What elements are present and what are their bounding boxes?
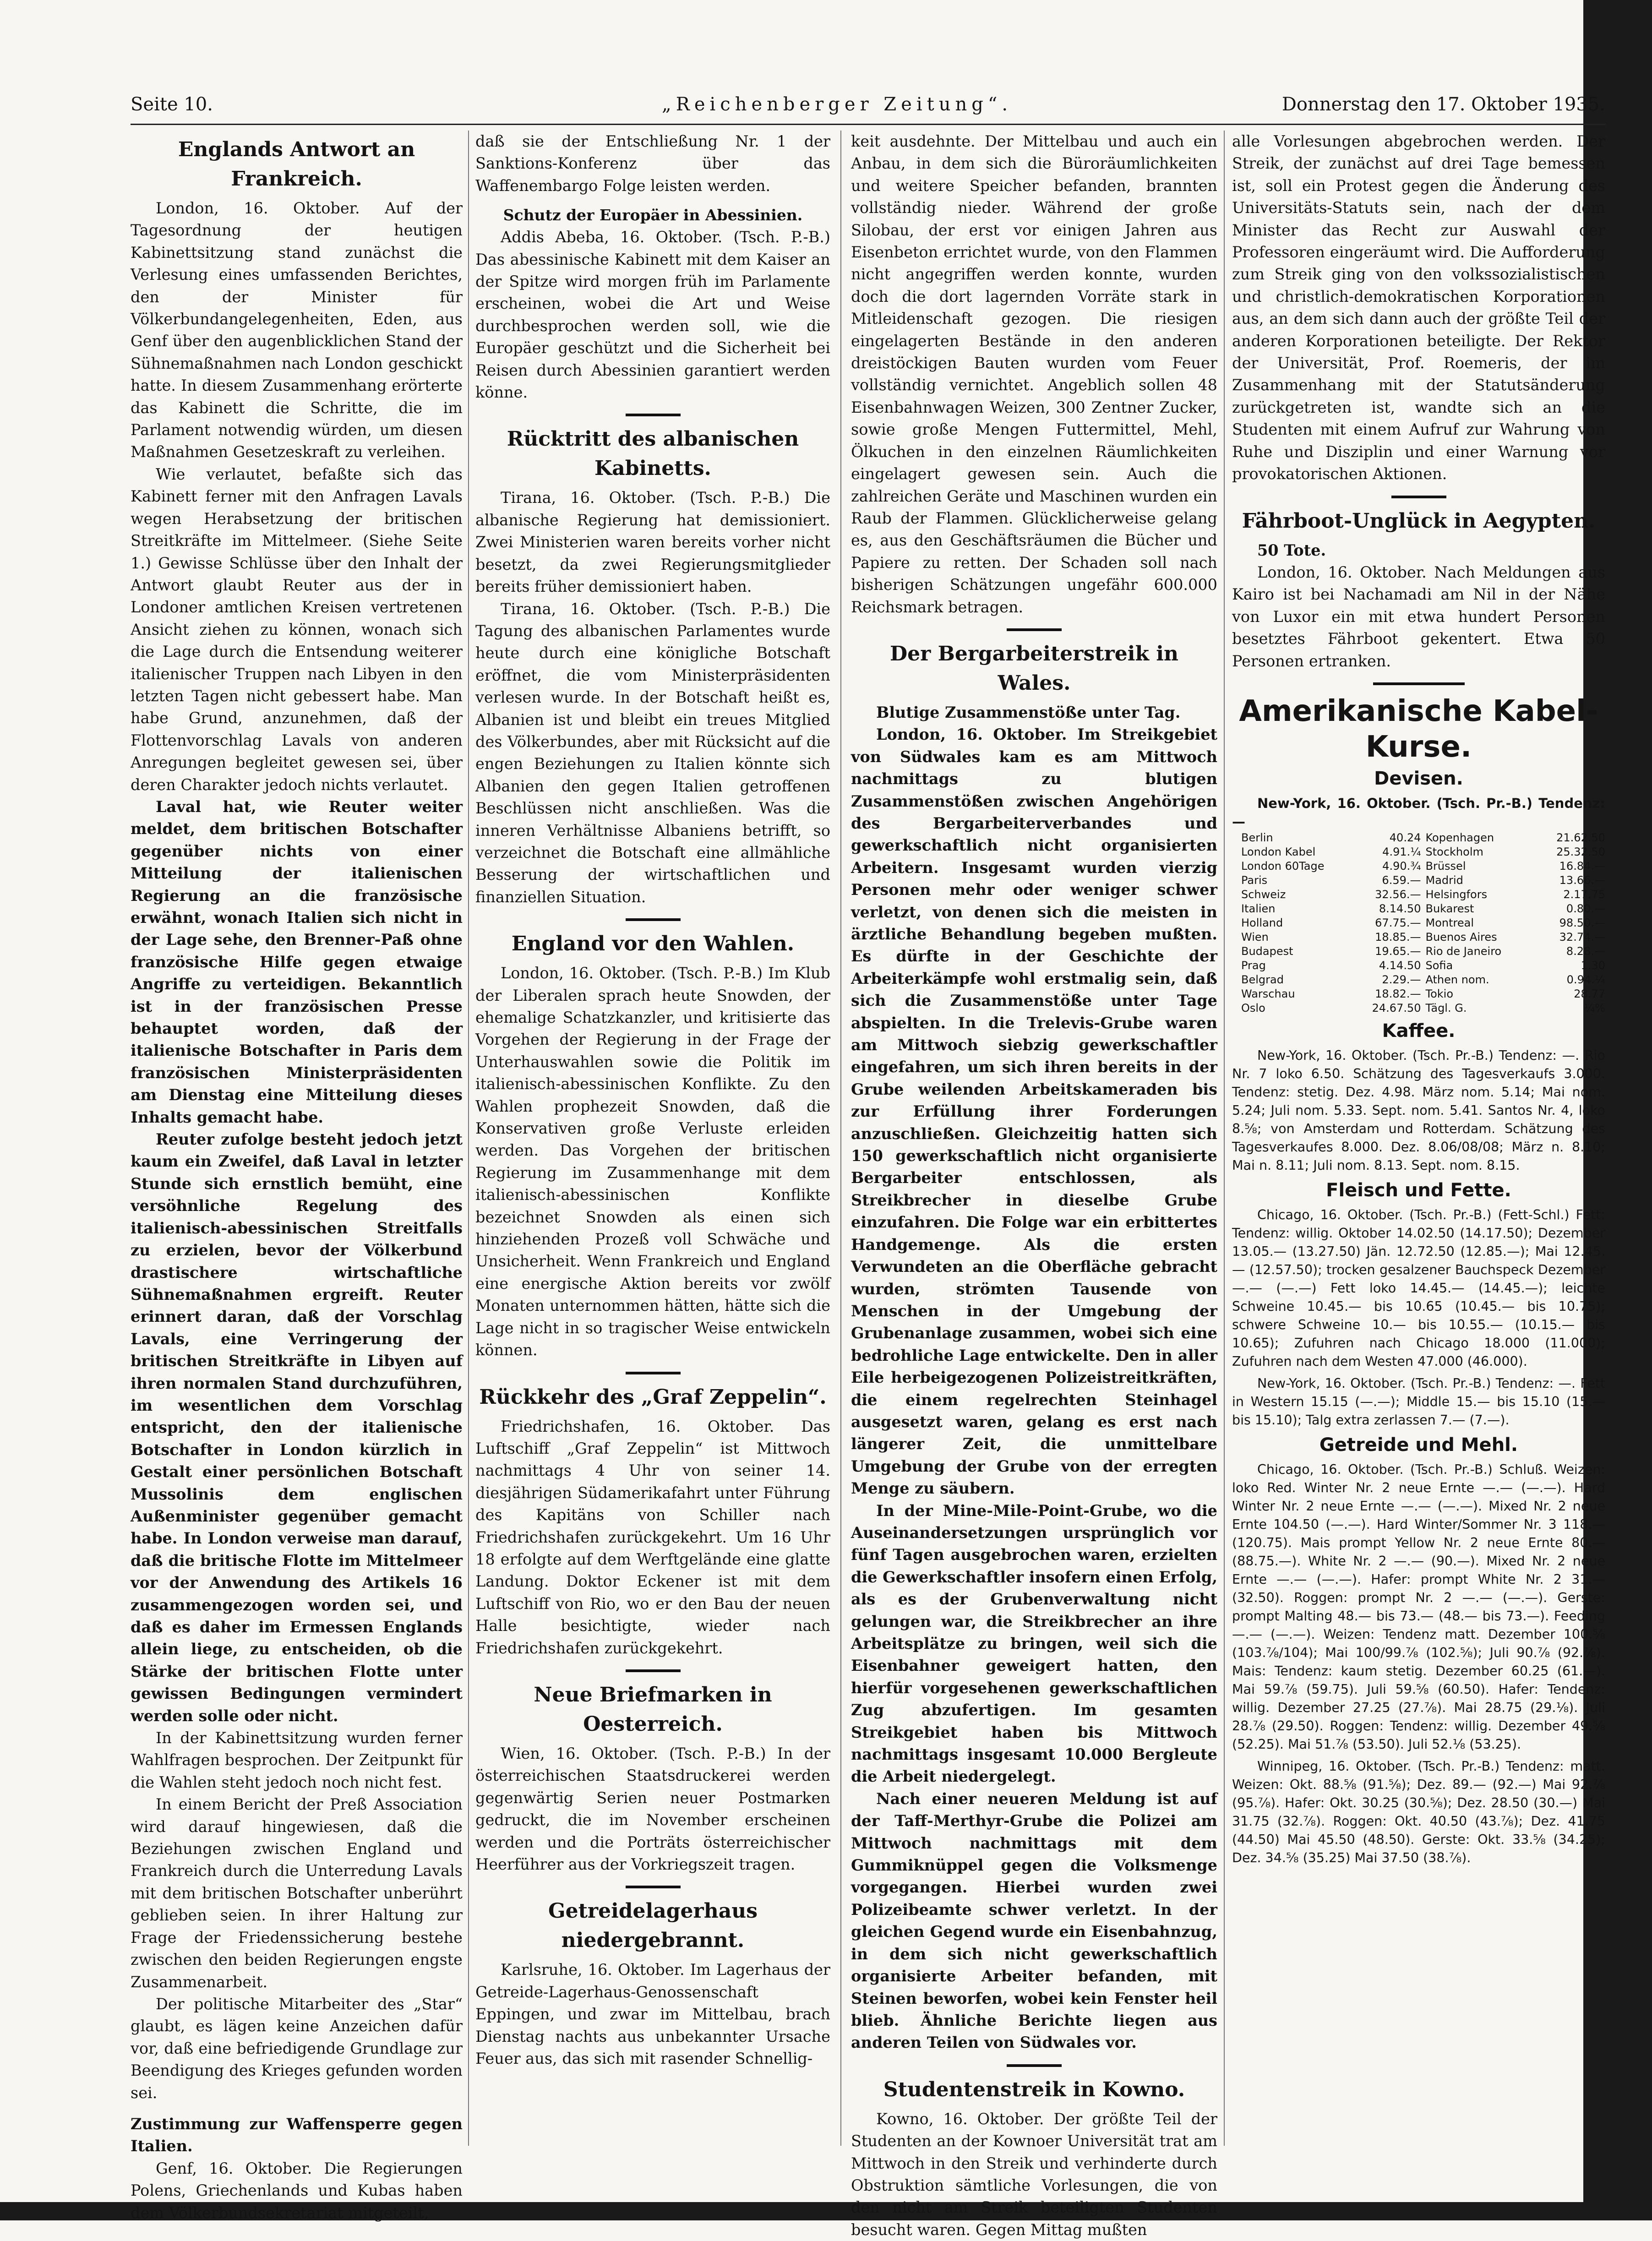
currency-name: Tokio — [1425, 987, 1454, 1000]
column-rule — [1224, 131, 1225, 2146]
currency-rate: 6.59.— — [1382, 873, 1421, 887]
exchange-rate-row — [1426, 987, 1606, 1001]
section-title-devisen: Devisen. — [1374, 768, 1463, 789]
currency-name: Sofia — [1425, 959, 1453, 972]
header-rule — [131, 124, 1605, 125]
article-title: England vor den Wahlen. — [511, 932, 795, 956]
exchange-rate-row — [1426, 930, 1606, 944]
divider — [1007, 2064, 1062, 2067]
currency-name: Budapest — [1241, 944, 1293, 958]
currency-rate: 67.75.— — [1375, 916, 1421, 929]
currency-rate: 8.28.— — [1566, 944, 1605, 958]
currency-rate: 18.82.— — [1375, 987, 1421, 1000]
currency-name: Brüssel — [1425, 859, 1466, 872]
exchange-rate-row — [1426, 845, 1606, 859]
currency-rate: 24.67.50 — [1372, 1001, 1421, 1014]
market-report: New-York, 16. Oktober. (Tsch. Pr.-B.) Tendenz: —. Fett in Western 15.15 (—.—); Middle 15.— bis 15.10 (15.— bis 15.10); Talg extra zerlassen 7.— (7.—). — [1232, 1375, 1605, 1428]
currency-rate: 0.94.¼ — [1566, 973, 1605, 986]
currency-rate: 21.62.50 — [1556, 831, 1605, 844]
paragraph: Nach einer neueren Meldung ist auf der Taff-Merthyr-Grube die Polizei am Mittwoch nachmittags mit dem Gummiknüppel gegen die Volksmenge vorgegangen. Hierbei wurden zwei Polizeibeamte schwer verletzt. In der gleichen Gegend wurde ein Eisenbahnzug, in dem sich nicht gewerkschaftlich organisierte Arbeiter befanden, mit Steinen beworfen, wobei kein Fenster heil blieb. Ähnliche Berichte liegen aus anderen Teilen von Südwales vor. — [851, 1789, 1217, 2052]
currency-rate: 32.56.— — [1375, 888, 1421, 901]
paragraph: London, 16. Oktober. (Tsch. P.-B.) Im Klub der Liberalen sprach heute Snowden, der ehemalige Schatzkanzler, und kritisierte das Vorgehen der Regierung in der Frage der Unterhauswahlen sowie die Politik im italienisch-abessinischen Konflikte. Zu den Wahlen prophezeit Snowden, daß die Konservativen große Verluste erleiden werden. Das Vorgehen der britischen Regierung im Zusammenhange mit dem italienisch-abessinischen Konflikte bezeichnet Snowden als einen sich hinziehenden Prozeß voll Schwäche und Unsicherheit. Wenn Frankreich und England eine energische Aktion bereits vor zwölf Monaten unternommen hätten, hätte sich die Lage nicht in so tragischer Weise entwickeln können. — [475, 964, 830, 1359]
newspaper-title: „Reichenberger Zeitung“. — [662, 94, 1013, 115]
currency-name: London 60Tage — [1241, 859, 1325, 872]
currency-rate: 13.66.— — [1559, 873, 1605, 887]
market-report: Winnipeg, 16. Oktober. (Tsch. Pr.-B.) Tendenz: matt. Weizen: Okt. 88.⅝ (91.⅝); Dez. 89.— (92.—) Mai 92.⅞ (95.⅞). Hafer: Okt. 30.25 (30.⅝); Dez. 28.50 (30.—) Mai 31.75 (32.⅞). Roggen: Okt. 40.50 (43.⅞); Dez. 41.75 (44.50) Mai 45.50 (48.50). Gerste: Okt. 33.⅝ (34.25); Dez. 34.⅝ (35.25) Mai 37.50 (38.⅞). — [1232, 1758, 1605, 1865]
column-2 — [475, 131, 830, 2146]
article-title: Studentenstreik in Kowno. — [883, 2077, 1185, 2101]
currency-name: Bukarest — [1425, 902, 1474, 915]
currency-name: Italien — [1241, 902, 1276, 915]
exchange-rate-row — [1426, 902, 1606, 916]
exchange-rate-row — [1241, 888, 1421, 902]
divider — [1373, 682, 1465, 685]
currency-rate: 2.17.75 — [1563, 888, 1605, 901]
exchange-rate-row — [1241, 873, 1421, 888]
paragraph: Genf, 16. Oktober. Die Regierungen Polens, Griechenlands und Kubas haben dem Völkerbundsekretariat mitgeteilt, — [131, 2159, 463, 2222]
column-3 — [851, 131, 1217, 2239]
column-rule — [468, 131, 469, 2146]
currency-name: London Kabel — [1241, 845, 1316, 858]
currency-rate: 2.29.— — [1382, 973, 1421, 986]
currency-rate: 16.84.— — [1559, 859, 1605, 872]
exchange-rate-row — [1426, 944, 1606, 959]
exchange-rate-row — [1426, 1001, 1606, 1015]
paragraph: keit ausdehnte. Der Mittelbau und auch ein Anbau, in dem sich die Büroräumlichkeiten und weitere Speicher befanden, brannten vollständig nieder. Während der große Silobau, der erst vor einigen Jahren aus Eisenbeton errichtet wurde, von den Flammen nicht angegriffen werden konnte, wurden doch die dort lagernden Vorräte stark in Mitleidenschaft gezogen. Die riesigen eingelagerten Bestände in den anderen dreistöckigen Bauten wurden vom Feuer vollständig vernichtet. Angeblich sollen 48 Eisenbahnwagen Weizen, 300 Zentner Zucker, sowie große Mengen Futtermittel, Mehl, Ölkuchen in den einzelnen Räumlichkeiten eingelagert gewesen sein. Auch die zahlreichen Geräte und Maschinen wurden ein Raub der Flammen. Glücklicherweise gelang es, aus den Geschäftsräumen die Bücher und Papiere zu retten. Der Schaden soll nach bisherigen Schätzungen ungefähr 600.000 Reichsmark betragen. — [851, 132, 1217, 616]
currency-name: Rio de Janeiro — [1425, 944, 1502, 958]
currency-rate: 28.77 — [1574, 987, 1605, 1000]
currency-name: Tägl. G. — [1425, 1001, 1467, 1014]
article-title: Getreidelagerhaus niedergebrannt. — [548, 1899, 758, 1952]
exchange-rate-row — [1241, 959, 1421, 973]
currency-rate: 98.50.— — [1559, 916, 1605, 929]
article-title: Fährboot-Unglück in Aegypten. — [1242, 509, 1596, 533]
paragraph: Friedrichshafen, 16. Oktober. Das Luftschiff „Graf Zeppelin“ ist Mittwoch nachmittags 4 Uhr von seiner 14. diesjährigen Südamerikafahrt unter Führung des Kapitäns von Schiller nach Friedrichshafen zurückgekehrt. Um 16 Uhr 18 erfolgte auf dem Werftgelände eine glatte Landung. Doktor Eckener ist mit dem Luftschiff von Rio, wo er den Bau der neuen Halle besichtigte, wieder nach Friedrichshafen zurückgekehrt. — [475, 1417, 830, 1657]
article-title: Der Bergarbeiterstreik in Wales. — [890, 642, 1178, 695]
currency-rate: 0.80.— — [1566, 902, 1605, 915]
exchange-rate-row — [1241, 973, 1421, 987]
currency-name: Paris — [1241, 873, 1268, 887]
exchange-rate-row — [1241, 916, 1421, 930]
currency-name: Oslo — [1241, 1001, 1265, 1014]
currency-rate: ¼% — [1584, 1001, 1605, 1014]
exchange-rate-row — [1426, 831, 1606, 845]
column-1 — [131, 131, 463, 2222]
paragraph: Wie verlautet, befaßte sich das Kabinett ferner mit den Anfragen Lavals wegen Herabsetzung der britischen Streitkräfte im Mittelmeer. (Siehe Seite 1.) Gewisse Schlüsse über den Inhalt der Antwort glaubt Reuter aus der in Londoner amtlichen Kreisen vertretenen Ansicht ziehen zu können, wonach sich die Lage durch die Entsendung weiterer italienischer Truppen nach Libyen in den letzten Tagen nicht gebessert habe. Man habe Grund, anzunehmen, daß der Flottenvorschlag Lavals von anderen Anregungen begleitet gewesen sei, über deren Charakter jedoch nichts verlautet. — [131, 465, 463, 794]
exchange-rate-row — [1426, 959, 1606, 973]
currency-name: Montreal — [1425, 916, 1474, 929]
paragraph: In einem Bericht der Preß Association wird darauf hingewiesen, daß die Beziehungen zwischen England und Frankreich durch die Unterredung Lavals mit dem britischen Botschafter unberührt geblieben seien. In ihrer Haltung zur Frage der Friedenssicherung bestehe zwischen den beiden Regierungen engste Zusammenarbeit. — [131, 1795, 463, 1991]
currency-name: Prag — [1241, 959, 1266, 972]
currency-name: Schweiz — [1241, 888, 1286, 901]
exchange-rate-row — [1241, 902, 1421, 916]
market-report: Chicago, 16. Oktober. (Tsch. Pr.-B.) Schluß. Weizen: loko Red. Winter Nr. 2 neue Ernte —.— (—.—). Hard Winter Nr. 2 neue Ernte —.— (—.—). Mixed Nr. 2 neue Ernte 104.50 (—.—). Hard Winter/Sommer Nr. 3 118.— (120.75). Mais prompt Yellow Nr. 2 neue Ernte 80.— (88.75.—). White Nr. 2 —.— (90.—). Mixed Nr. 2 neue Ernte —.— (—.—). Hafer: prompt White Nr. 2 31.— (32.50). Roggen: prompt Nr. 2 —.— (—.—). Gerste: prompt Malting 48.— bis 73.— (48.— bis 73.—). Feeding —.— (—.—). Weizen: Tendenz matt. Dezember 100.⅝ (103.⅞/104); Mai 100/99.⅞ (102.⅝); Juli 90.⅞ (92.⅞). Mais: Tendenz: kaum stetig. Dezember 60.25 (61.—). Mai 59.⅞ (59.75). Juli 59.⅝ (60.50). Hafer: Tendenz: willig. Dezember 27.25 (27.⅞). Mai 28.75 (29.⅛). Juli 28.⅞ (29.50). Roggen: Tendenz: willig. Dezember 49.⅝ (52.25). Mai 51.⅞ (53.50). Juli 52.⅛ (53.25). — [1232, 1461, 1605, 1752]
paragraph: London, 16. Oktober. Nach Meldungen aus Kairo ist bei Nachamadi am Nil in der Nähe von Luxor ein mit etwa hundert Personen besetztes Fährboot gekentert. Etwa 50 Personen ertranken. — [1232, 563, 1605, 670]
paragraph: London, 16. Oktober. Im Streikgebiet von Südwales kam es am Mittwoch nachmittags zu blutigen Zusammenstößen zwischen Angehörigen des Bergarbeiterverbandes und gewerkschaftlich nicht organisierten Arbeitern. Insgesamt wurden vierzig Personen mehr oder weniger schwer verletzt, von denen sich die meisten in ärztliche Behandlung begeben mußten. Es dürfte in der Geschichte der Arbeiterkämpfe wohl erstmalig sein, daß sich die Zusammenstöße unter Tage abspielten. In die Trelevis-Grube waren am Mittwoch siebzig gewerkschaftler eingefahren, um sich ihren bereits in der Grube weilenden Arbeitskameraden bis zur Erfüllung ihrer Forderungen anzuschließen. Gleichzeitig hatten sich 150 gewerkschaftlich nicht organisierte Bergarbeiter entschlossen, als Streikbrecher in dieselbe Grube einzufahren. Die Folge war ein erbittertes Handgemenge. Als die ersten Verwundeten an die Oberfläche gebracht wurden, strömten Tausende von Menschen in der Umgebung der Grubenanlage zusammen, wobei sich eine bedrohliche Lage entwickelte. Den in aller Eile herbeigezogenen Polizeistreitkräften, die einem regelrechten Steinhagel ausgesetzt waren, gelang es erst nach längerer Zeit, die unmittelbare Umgebung der Grube von der erregten Menge zu säubern. — [851, 725, 1217, 1498]
exchange-rate-row — [1426, 888, 1606, 902]
paragraph: Reuter zufolge besteht jedoch jetzt kaum ein Zweifel, daß Laval in letzter Stunde sich ernstlich bemüht, eine versöhnliche Regelung des italienisch-abessinischen Streitfalls zu erzielen, bevor der Völkerbund drastischere wirtschaftliche Sühnemaßnahmen ergreift. Reuter erinnert daran, daß der Vorschlag Lavals, eine Verringerung der britischen Streitkräfte in Libyen auf ihren normalen Stand durchzuführen, im wesentlichen dem Vorschlag entspricht, den der italienische Botschafter in London kürzlich in Gestalt einer persönlichen Botschaft Mussolinis dem englischen Außenminister gegenüber gemacht habe. In London verweise man darauf, daß die britische Flotte im Mittelmeer vor der Anwendung des Artikels 16 zusammengezogen worden sei, und daß es daher im Ermessen Englands allein liege, zu entscheiden, ob die Stärke der britischen Flotte unter gewissen Bedingungen vermindert werden solle oder nicht. — [131, 1130, 463, 1725]
article-title: Neue Briefmarken in Oesterreich. — [534, 1683, 772, 1736]
article-title: Englands Antwort an Frankreich. — [178, 138, 415, 191]
issue-date: Donnerstag den 17. Oktober 1935. — [1281, 94, 1605, 115]
currency-name: Warschau — [1241, 987, 1295, 1000]
exchange-rate-row — [1426, 859, 1606, 873]
currency-rate: 4.14.50 — [1379, 959, 1421, 972]
exchange-rate-table — [1241, 831, 1605, 1015]
divider — [626, 1669, 681, 1672]
page-header — [131, 94, 1605, 126]
currency-rate: 32.74.— — [1559, 930, 1605, 943]
section-title-kaffee: Kaffee. — [1382, 1020, 1456, 1041]
article-subtitle: 50 Tote. — [1257, 541, 1326, 559]
page-number: Seite 10. — [131, 94, 213, 115]
divider — [626, 1372, 681, 1374]
currency-name: Stockholm — [1425, 845, 1483, 858]
article-title: Rückkehr des „Graf Zeppelin“. — [479, 1385, 827, 1409]
divider — [1391, 496, 1446, 498]
paragraph: daß sie der Entschließung Nr. 1 der Sanktions-Konferenz über das Waffenembargo Folge leisten werden. — [475, 132, 830, 195]
currency-name: Buenos Aires — [1425, 930, 1497, 943]
market-report: Chicago, 16. Oktober. (Tsch. Pr.-B.) (Fett-Schl.) Fett: Tendenz: willig. Oktober 14.02.50 (14.17.50); Dezember 13.05.— (13.27.50) Jän. 12.72.50 (12.85.—); Mai 12.45.— (12.57.50); trocken gesalzener Bauchspeck Dezember —.— (—.—) Fett loko 14.45.— (14.45.—); leichte Schweine 10.45.— bis 10.65 (10.45.— bis 10.75); schwere Schweine 10.— bis 10.55.— (10.15.— bis 10.65); Zufuhren nach Chicago 18.000 (11.000); Zufuhren nach dem Westen 47.000 (46.000). — [1232, 1207, 1605, 1369]
currency-name: Holland — [1241, 916, 1283, 929]
column-4 — [1232, 131, 1605, 2146]
devisen-dateline: New-York, 16. Oktober. (Tsch. Pr.-B.) Tendenz: — — [1232, 795, 1605, 829]
exchange-rate-row — [1241, 944, 1421, 959]
column-rule — [840, 131, 841, 2146]
currency-name: Wien — [1241, 930, 1269, 943]
currency-rate: 25.32.50 — [1556, 845, 1605, 858]
currency-rate: 1.30 — [1581, 959, 1605, 972]
currency-rate: 18.85.— — [1375, 930, 1421, 943]
paragraph: Addis Abeba, 16. Oktober. (Tsch. P.-B.) Das abessinische Kabinett mit dem Kaiser an der Spitze wird morgen früh im Parlamente erscheinen, wobei die Art und Weise durchbesprochen werden soll, wie die Europäer geschützt und die Sicherheit bei Reisen durch Abessinien garantiert werden könne. — [475, 228, 830, 402]
currency-name: Helsingfors — [1425, 888, 1488, 901]
currency-name: Belgrad — [1241, 973, 1284, 986]
currency-rate: 4.90.¾ — [1382, 859, 1421, 872]
paragraph: In der Mine-Mile-Point-Grube, wo die Auseinandersetzungen ursprünglich vor fünf Tagen ausgebrochen waren, erzielten die Gewerkschaftler insofern einen Erfolg, als es der Grubenverwaltung nicht gelungen war, die Streikbrecher an ihre Arbeitsplätze zu bringen, weil sich die Eisenbahner geweigert hatten, den hierfür vorgesehenen gewerkschaftlichen Zug abzufertigen. Im gesamten Streikgebiet haben bis Mittwoch nachmittags insgesamt 10.000 Bergleute die Arbeit niedergelegt. — [851, 1501, 1217, 1786]
exchange-rate-row — [1241, 845, 1421, 859]
paragraph: Laval hat, wie Reuter weiter meldet, dem britischen Botschafter gegenüber nichts von einer Mitteilung der italienischen Regierung an die französische erwähnt, wonach Italien sich nicht in der Lage sehe, den Brenner-Paß ohne französische Hilfe gegen etwaige Angriffe zu verteidigen. Bekanntlich ist in der französischen Presse behauptet worden, daß der italienische Botschafter in Paris dem französischen Ministerpräsidenten am Dienstag eine Mitteilung dieses Inhalts gemacht habe. — [131, 797, 463, 1126]
currency-name: Athen nom. — [1425, 973, 1489, 986]
paragraph: Wien, 16. Oktober. (Tsch. P.-B.) In der österreichischen Staatsdruckerei werden gegenwärtig Serien neuer Postmarken gedruckt, die im November erscheinen werden und die Porträts österreichischer Heerführer aus der Vorkriegszeit tragen. — [475, 1744, 830, 1873]
exchange-rate-row — [1241, 930, 1421, 944]
exchange-rate-row — [1241, 859, 1421, 873]
article-title: Rücktritt des albanischen Kabinetts. — [507, 427, 799, 480]
exchange-rate-row — [1426, 873, 1606, 888]
divider — [626, 414, 681, 416]
section-title-getreide: Getreide und Mehl. — [1319, 1434, 1518, 1456]
paragraph: Der politische Mitarbeiter des „Star“ glaubt, es lägen keine Anzeichen dafür vor, daß eine befriedigende Grundlage zur Beendigung des Krieges gefunden worden sei. — [131, 1995, 463, 2102]
section-title-fleisch: Fleisch und Fette. — [1326, 1179, 1511, 1201]
exchange-rate-row — [1426, 916, 1606, 930]
paragraph: In der Kabinettsitzung wurden ferner Wahlfragen besprochen. Der Zeitpunkt für die Wahlen steht jedoch noch nicht fest. — [131, 1729, 463, 1791]
currency-rate: 40.24 — [1389, 831, 1421, 844]
divider — [1007, 628, 1062, 631]
exchange-rate-row — [1426, 973, 1606, 987]
exchange-rate-row — [1241, 987, 1421, 1001]
paragraph: Kowno, 16. Oktober. Der größte Teil der Studenten an der Kownoer Universität trat am Mittwoch in den Streik und verhinderte durch Obstruktion sämtliche Vorlesungen, die von den nicht am Streik beteiligten Studenten besucht waren. Gegen Mittag mußten — [851, 2110, 1217, 2239]
article-title: Schutz der Europäer in Abessinien. — [503, 206, 803, 224]
currency-name: Berlin — [1241, 831, 1273, 844]
paragraph: Karlsruhe, 16. Oktober. Im Lagerhaus der Getreide-Lagerhaus-Genossenschaft Eppingen, und zwar im Mittelbau, brach Dienstag nachts aus unbekannter Ursache Feuer aus, das sich mit rasender Schnellig- — [475, 1961, 830, 2068]
subheading: Zustimmung zur Waffensperre gegen Italien. — [131, 2115, 463, 2155]
market-report: New-York, 16. Oktober. (Tsch. Pr.-B.) Tendenz: —. Rio Nr. 7 loko 6.50. Schätzung des Tagesverkaufs 3.000. Tendenz: stetig. Dez. 4.98. März nom. 5.14; Mai nom. 5.24; Juli nom. 5.33. Sept. nom. 5.41. Santos Nr. 4, loko 8.⅝; von Amsterdam und Rotterdam. Schätzung des Tagesverkaufes 8.000. Dez. 8.06/08/08; März n. 8.10; Mai n. 8.11; Juli nom. 8.13. Sept. nom. 8.15. — [1232, 1047, 1605, 1173]
divider — [626, 1886, 681, 1888]
paragraph: London, 16. Oktober. Auf der Tagesordnung der heutigen Kabinettsitzung stand zunächst die Verlesung eines umfassenden Berichtes, den der Minister für Völkerbundangelegenheiten, Eden, aus Genf über den augenblicklichen Stand der Sühnemaßnahmen nach London geschickt hatte. In diesem Zusammenhang erörterte das Kabinett die Schritte, die im Parlament notwendig würden, um diesen Maßnahmen Gesetzeskraft zu verleihen. — [131, 199, 463, 461]
currency-rate: 4.91.¼ — [1382, 845, 1421, 858]
article-subtitle: Blutige Zusammenstöße unter Tag. — [876, 703, 1181, 721]
paragraph: Tirana, 16. Oktober. (Tsch. P.-B.) Die albanische Regierung hat demissioniert. Zwei Ministerien waren bereits vorher nicht besetzt, da zwei Regierungsmitglieder bereits früher demissioniert haben. — [475, 489, 830, 596]
currency-rate: 19.65.— — [1375, 944, 1421, 958]
paragraph: alle Vorlesungen abgebrochen werden. Der Streik, der zunächst auf drei Tage bemessen ist, soll ein Protest gegen die Änderung des Universitäts-Statuts sein, nach der dem Minister das Recht zur Auswahl der Professoren eingeräumt wird. Die Aufforderung zum Streik ging von den volkssozialistischen und christlich-demokratischen Korporationen aus, an dem sich dann auch der größte Teil der anderen Korporationen beteiligte. Der Rektor der Universität, Prof. Roemeris, der im Zusammenhang mit der Statutsänderung zurückgetreten ist, wandte sich an die Studenten mit einem Aufruf zur Wahrung von Ruhe und Disziplin und einer Warnung vor provokatorischen Aktionen. — [1232, 132, 1605, 483]
exchange-rate-row — [1241, 1001, 1421, 1015]
currency-name: Madrid — [1425, 873, 1463, 887]
currency-name: Kopenhagen — [1425, 831, 1494, 844]
currency-rate: 8.14.50 — [1379, 902, 1421, 915]
paragraph: Tirana, 16. Oktober. (Tsch. P.-B.) Die Tagung des albanischen Parlamentes wurde heute durch eine königliche Botschaft eröffnet, die vom Ministerpräsidenten verlesen wurde. In der Botschaft heißt es, Albanien ist und bleibt ein treues Mitglied des Völkerbundes, aber mit Rücksicht auf die engen Beziehungen zu Italien könnte sich Albanien den gegen Italien getroffenen Beschlüssen nicht anschließen. Was die inneren Verhältnisse Albaniens betrifft, so verzeichnet die Botschaft eine allmähliche Besserung der wirtschaftlichen und finanziellen Situation. — [475, 600, 830, 906]
exchange-rate-row — [1241, 831, 1421, 845]
section-title-kabel-kurse: Amerikanische Kabel-Kurse. — [1239, 694, 1598, 764]
divider — [626, 918, 681, 921]
